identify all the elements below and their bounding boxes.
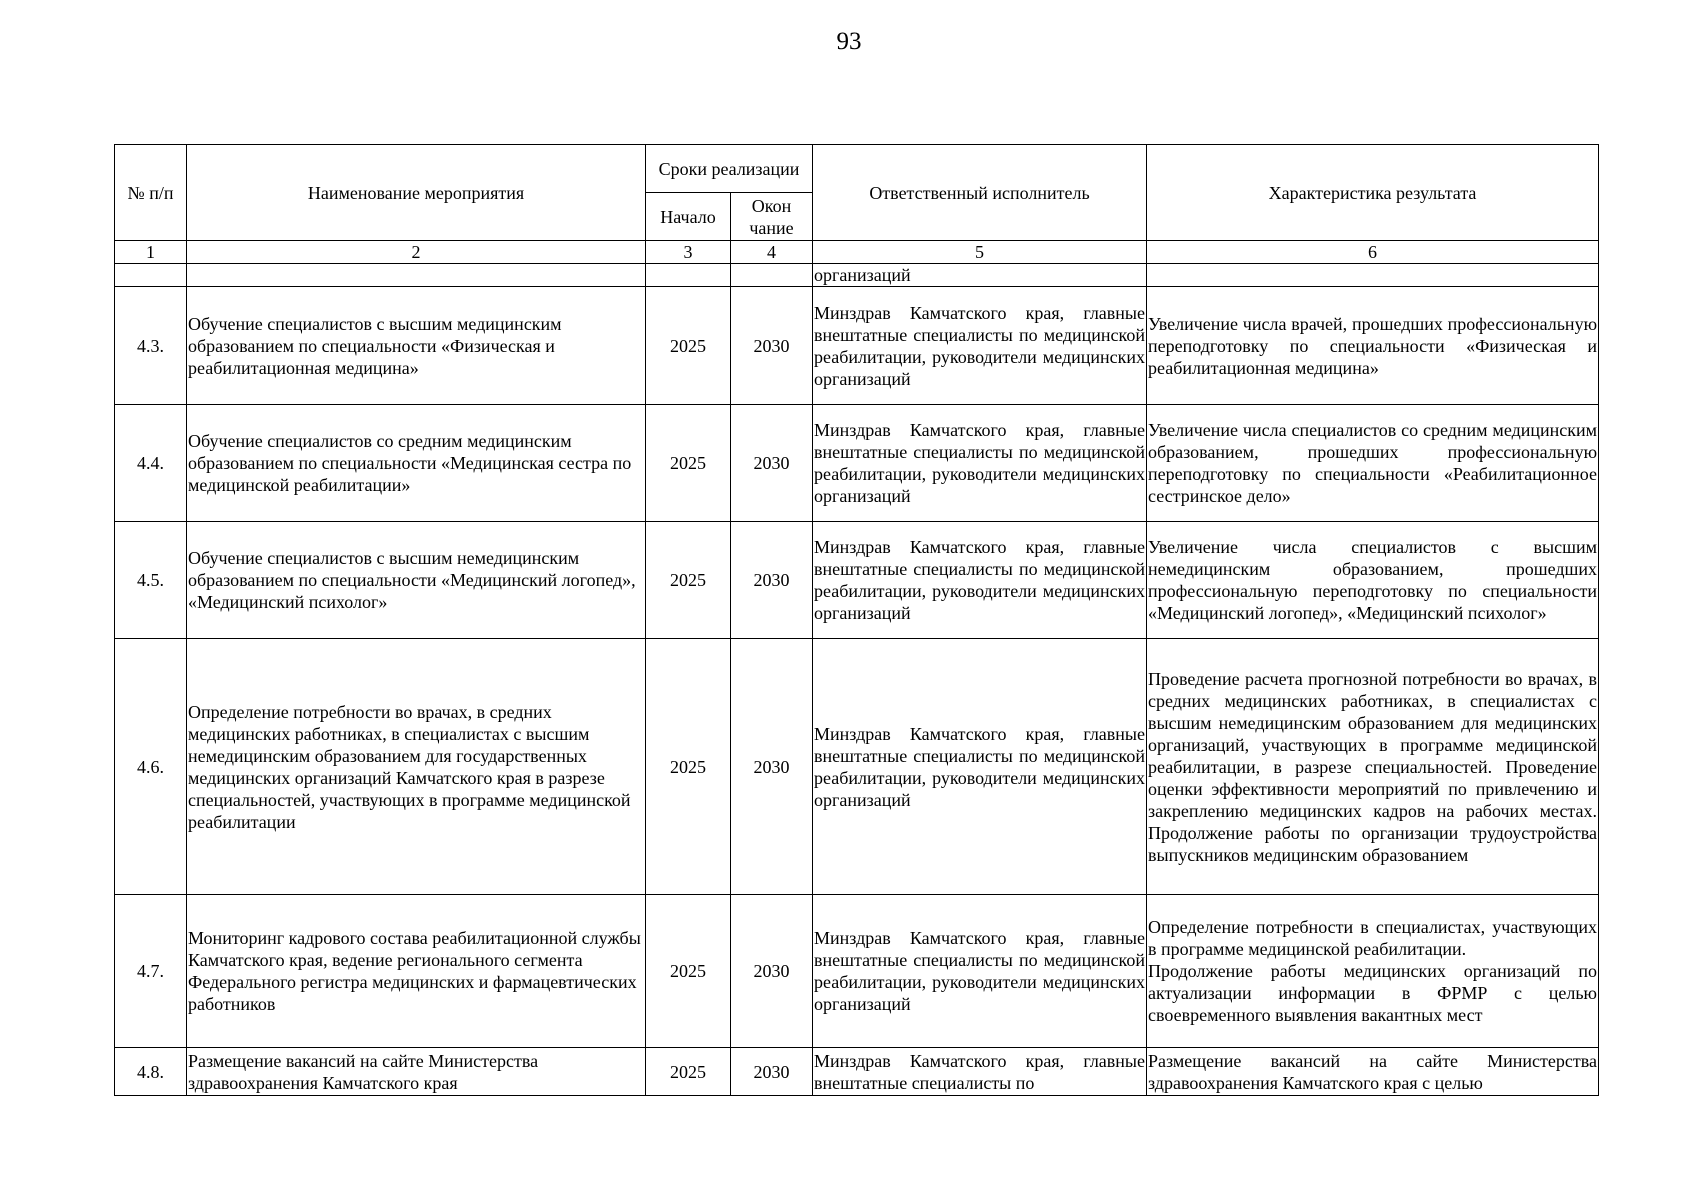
- executor-cell: Минздрав Камчатского края, главные внештатные специалисты по медицинской реабилитации, руководители медицинских организаций: [813, 405, 1147, 522]
- result-cell: Проведение расчета прогнозной потребности во врачах, в средних медицинских работниках, в специалистах с высшим немедицинским образованием для медицинских организаций, участвующих в программе медицинской реабилитации, в разрезе специальностей. Проведение оценки эффективности мероприятий по привлечению и закреплению медицинских кадров на рабочих местах. Продолжение работы по организации трудоустройства выпускников медицинским образованием: [1147, 639, 1599, 895]
- table-row: [115, 522, 1599, 639]
- measure-name: Обучение специалистов с высшим медицинским образованием по специальности «Физическая и реабилитационная медицина»: [187, 287, 646, 405]
- row-number: 4.5.: [115, 522, 187, 639]
- end-year: 2030: [731, 287, 813, 405]
- header-name: Наименование мероприятия: [187, 145, 646, 241]
- row-number: 4.3.: [115, 287, 187, 405]
- table-row: [115, 287, 1599, 405]
- row-number: 4.8.: [115, 1048, 187, 1096]
- table-row-continued: [115, 264, 1599, 287]
- header-end: Окон чание: [731, 193, 813, 241]
- column-number: 5: [813, 241, 1147, 264]
- result-cell: Увеличение числа специалистов со средним медицинским образованием, прошедших профессиональную переподготовку по специальности «Реабилитационное сестринское дело»: [1147, 405, 1599, 522]
- end-year: 2030: [731, 405, 813, 522]
- result-cell: Увеличение числа врачей, прошедших профессиональную переподготовку по специальности «Физическая и реабилитационная медицина»: [1147, 287, 1599, 405]
- header-start: Начало: [646, 193, 731, 241]
- measure-name: Мониторинг кадрового состава реабилитационной службы Камчатского края, ведение регионального сегмента Федерального регистра медицинских и фармацевтических работников: [187, 895, 646, 1048]
- result-paragraph: Продолжение работы медицинских организаций по актуализации информации в ФРМР с целью своевременного выявления вакантных мест: [1148, 961, 1598, 1025]
- start-year: 2025: [646, 287, 731, 405]
- executor-cell: Минздрав Камчатского края, главные внештатные специалисты по медицинской реабилитации, руководители медицинских организаций: [813, 639, 1147, 895]
- measures-table: [114, 144, 1599, 1096]
- start-year: 2025: [646, 1048, 731, 1096]
- column-number: 2: [187, 241, 646, 264]
- result-cell: [1147, 895, 1599, 1048]
- header-num: № п/п: [115, 145, 187, 241]
- column-number: 1: [115, 241, 187, 264]
- measure-name: Обучение специалистов с высшим немедицинским образованием по специальности «Медицинский логопед», «Медицинский психолог»: [187, 522, 646, 639]
- column-number: 4: [731, 241, 813, 264]
- executor-cell: Минздрав Камчатского края, главные внештатные специалисты по: [813, 1048, 1147, 1096]
- result-cell: Увеличение числа специалистов с высшим немедицинским образованием, прошедших профессиональную переподготовку по специальности «Медицинский логопед», «Медицинский психолог»: [1147, 522, 1599, 639]
- column-number-row: [115, 241, 1599, 264]
- column-number: 6: [1147, 241, 1599, 264]
- header-terms: Сроки реализации: [646, 145, 813, 193]
- end-year: 2030: [731, 895, 813, 1048]
- start-year: 2025: [646, 405, 731, 522]
- table-row: [115, 639, 1599, 895]
- table-row: [115, 895, 1599, 1048]
- end-year: 2030: [731, 1048, 813, 1096]
- result-paragraph: Определение потребности в специалистах, участвующих в программе медицинской реабилитации.: [1148, 917, 1598, 959]
- page-number: 93: [836, 28, 862, 55]
- measure-name: Обучение специалистов со средним медицинским образованием по специальности «Медицинская сестра по медицинской реабилитации»: [187, 405, 646, 522]
- header-executor: Ответственный исполнитель: [813, 145, 1147, 241]
- column-number: 3: [646, 241, 731, 264]
- row-number: 4.6.: [115, 639, 187, 895]
- result-cell: Размещение вакансий на сайте Министерства здравоохранения Камчатского края с целью: [1147, 1048, 1599, 1096]
- start-year: 2025: [646, 895, 731, 1048]
- table-row: [115, 1048, 1599, 1096]
- measure-name: Определение потребности во врачах, в средних медицинских работниках, в специалистах с высшим немедицинским образованием для государственных медицинских организаций Камчатского края в разрезе специальностей, участвующих в программе медицинской реабилитации: [187, 639, 646, 895]
- end-year: 2030: [731, 639, 813, 895]
- executor-cell: организаций: [813, 264, 1147, 287]
- executor-cell: Минздрав Камчатского края, главные внештатные специалисты по медицинской реабилитации, руководители медицинских организаций: [813, 522, 1147, 639]
- header-result: Характеристика результата: [1147, 145, 1599, 241]
- row-number: 4.7.: [115, 895, 187, 1048]
- start-year: 2025: [646, 522, 731, 639]
- table-row: [115, 405, 1599, 522]
- end-year: 2030: [731, 522, 813, 639]
- row-number: 4.4.: [115, 405, 187, 522]
- executor-cell: Минздрав Камчатского края, главные внештатные специалисты по медицинской реабилитации, руководители медицинских организаций: [813, 895, 1147, 1048]
- measure-name: Размещение вакансий на сайте Министерства здравоохранения Камчатского края: [187, 1048, 646, 1096]
- executor-cell: Минздрав Камчатского края, главные внештатные специалисты по медицинской реабилитации, руководители медицинских организаций: [813, 287, 1147, 405]
- start-year: 2025: [646, 639, 731, 895]
